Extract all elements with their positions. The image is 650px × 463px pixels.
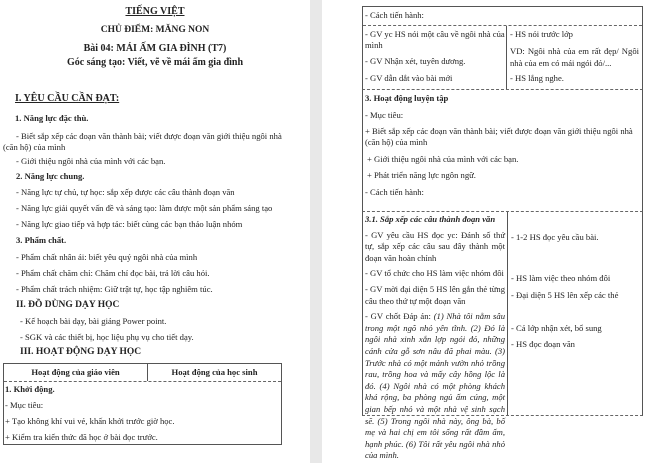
text-line: - GV yc HS nói một câu về ngôi nhà của [365, 29, 505, 39]
text-line: - GV yêu cầu HS đọc yc: Đánh số thứ tự, sắp xếp các câu sau đây thành một đoạn văn hoàn chỉnh [365, 229, 505, 263]
text-line: - HS lắng nghe. [510, 73, 564, 83]
column-header-teacher: Hoạt động của giáo viên [4, 364, 148, 381]
text-line: - GV chốt Đáp án: [365, 311, 434, 322]
text-line: - HS nói trước lớp [510, 29, 573, 39]
text-line: - GV mời đại diện 5 HS lên gắn thẻ từng câu theo thứ tự một đoạn văn [365, 283, 505, 306]
text-line: - SGK và các thiết bị, học liệu phụ vụ cho tiết dạy. [20, 332, 194, 342]
heading-1: 1. Năng lực đặc thù. [15, 113, 89, 123]
table-header [4, 364, 281, 381]
text-line: - Mục tiêu: [5, 400, 44, 410]
theme-title: CHỦ ĐIỂM: MĂNG NON [100, 25, 210, 35]
text-line: + Kiểm tra kiến thức đã học ở bài đọc trước. [5, 432, 158, 442]
answer-text: (1) Nhà tôi nằm sâu trong một ngõ nhỏ yên tĩnh. (2) Đó là ngôi nhà xinh xắn lợp ngói đỏ, những cánh cửa gỗ sơn nâu đã phai màu. (3) Trước nhà có một mảnh vườn nhỏ trồng rau, trồng hoa và mấy cây hồng lộc là đó. (4) Ngôi nhà có một phòng khách khá rộng, ba phòng ngủ ấm cúng, một gian bếp nhỏ và một nhà vệ sinh sạch sẽ. (5) Trong ngôi nhà này, ông bà, bố mẹ và hai chị em tôi sống rất đầm ấm, hạnh phúc. (6) Tôi rất yêu ngôi nhà nhỏ của mình. [365, 311, 505, 461]
text-line: - HS đọc đoạn văn [511, 339, 575, 349]
text-line: + Phát triển năng lực ngôn ngữ. [367, 170, 476, 180]
corner-title: Góc sáng tạo: Viết, vẽ về mái ấm gia đình [66, 57, 244, 68]
activity-table [3, 363, 282, 445]
table-row [4, 381, 281, 444]
document-page-2 [322, 0, 650, 463]
text-line: - Đại diện 5 HS lên xếp các thẻ [511, 290, 619, 300]
text-line: - Năng lực giải quyết vấn đề và sáng tạo: làm được một sản phẩm sáng tạo [16, 203, 273, 213]
text-line: - Phẩm chất nhân ái: biết yêu quý ngôi nhà của mình [16, 252, 198, 262]
text-line: - GV dẫn dắt vào bài mới [365, 73, 453, 83]
text-line: - Cả lớp nhận xét, bổ sung [511, 323, 602, 333]
text-line: - Cách tiến hành: [365, 187, 424, 197]
text-line: 1. Khởi động. [5, 384, 55, 394]
text-line: + Tạo không khí vui vẻ, khấn khởi trước giờ học. [5, 416, 175, 426]
text-line: mình [365, 40, 383, 50]
text-line: VD: Ngôi nhà của em rất đẹp/ Ngôi nhà của em có mái ngói đỏ/... [510, 46, 639, 68]
text-line: (căn hộ) của mình [3, 142, 66, 152]
text-line: + Biết sắp xếp các đoạn văn thành bài; viết được đoạn văn giới thiệu ngôi nhà [365, 126, 633, 136]
text-line: + Giới thiệu ngôi nhà của mình với các bạn. [367, 154, 519, 164]
subject-title: TIẾNG VIỆT [125, 6, 185, 17]
text-line: - Năng lực tự chủ, tự học: sắp xếp được các câu thành đoạn văn [16, 187, 235, 197]
table-row [362, 211, 643, 461]
text-line: - Phẩm chất trách nhiệm: Giữ trật tự, học tập nghiêm túc. [16, 284, 213, 294]
document-page-1 [0, 0, 310, 463]
section-1-heading: I. YÊU CẦU CẦN ĐẠT: [15, 93, 120, 104]
text-line: - Mục tiêu: [365, 110, 404, 120]
text-line: - HS làm việc theo nhóm đôi [511, 273, 611, 283]
text-line: - Cách tiến hành: [365, 10, 424, 20]
lesson-title: Bài 04: MÁI ẤM GIA ĐÌNH (T7) [83, 43, 227, 54]
text-line: - GV tổ chức cho HS làm việc nhóm đôi [365, 268, 504, 279]
section-2-heading: II. ĐỒ DÙNG DẠY HỌC [16, 300, 120, 310]
text-line: - Năng lực giao tiếp và hợp tác: biết cùng các bạn thảo luận nhóm [16, 219, 243, 229]
text-line: - Phẩm chất chăm chỉ: Chăm chỉ đọc bài, trả lời câu hỏi. [16, 268, 210, 278]
column-header-student: Hoạt động của học sinh [171, 367, 258, 377]
text-line: - GV Nhận xét, tuyên dương. [365, 56, 466, 66]
table-row [363, 25, 642, 89]
text-line: - 1-2 HS đọc yêu cầu bài. [511, 232, 599, 242]
table-row [362, 89, 643, 211]
text-line: - Biết sắp xếp các đoạn văn thành bài; viết được đoạn văn giới thiệu ngôi nhà [16, 131, 282, 141]
text-line: (căn hộ) của mình [365, 137, 428, 147]
heading-3: 3. Phẩm chất. [16, 235, 67, 245]
activity-table-continued [362, 6, 643, 461]
section-3-heading: III. HOẠT ĐỘNG DẠY HỌC [20, 347, 142, 357]
text-line: - Kế hoạch bài dạy, bài giảng Power point. [20, 316, 167, 326]
heading-2: 2. Năng lực chung. [16, 171, 85, 181]
subheading: 3.1. Sắp xếp các câu thành đoạn văn [365, 214, 496, 224]
text-line: - Giới thiệu ngôi nhà của mình với các bạn. [16, 156, 166, 166]
heading: 3. Hoạt động luyện tập [365, 93, 449, 103]
